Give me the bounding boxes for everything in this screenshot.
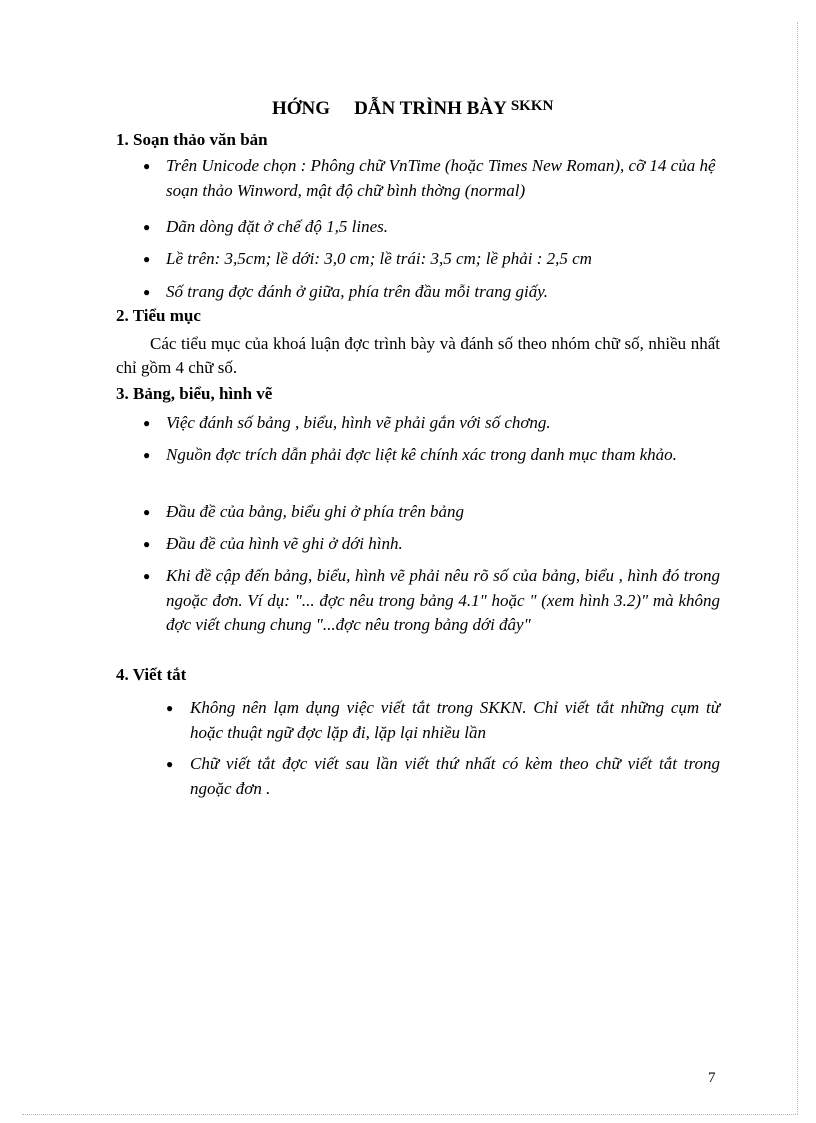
- section-2-heading: 2. Tiểu mục: [116, 306, 201, 325]
- section-1-heading: 1. Soạn thảo văn bản: [116, 130, 268, 149]
- list-item: Khi đề cập đến bảng, biểu, hình vẽ phải nêu rõ số của bảng, biểu , hình đó trong ngoặc đơn. Ví dụ: "... đợc nêu trong bảng 4.1" hoặc " (xem hình 3.2)" mà không đợc viết chung chung "...đợc nêu trong bảng dới đây": [166, 566, 720, 634]
- list-item: Việc đánh số bảng , biểu, hình vẽ phải gắn với số chơng.: [166, 413, 551, 432]
- list-item: Chữ viết tắt đợc viết sau lần viết thứ nhất có kèm theo chữ viết tắt trong ngoặc đơn .: [190, 754, 720, 798]
- title-part-1: HỚNG: [272, 98, 331, 119]
- bullet-icon: ●: [143, 569, 151, 583]
- section-4-heading: 4. Viết tắt: [116, 665, 187, 684]
- bullet-icon: ●: [143, 505, 151, 519]
- section-2-paragraph: Các tiểu mục của khoá luận đợc trình bày và đánh số theo nhóm chữ số, nhiều nhất chỉ gồm 4 chữ số.: [116, 334, 720, 377]
- bullet-icon: ●: [166, 701, 174, 715]
- bullet-icon: ●: [166, 757, 174, 771]
- bullet-icon: ●: [143, 252, 151, 266]
- document-title: [272, 98, 553, 120]
- bullet-icon: ●: [143, 537, 151, 551]
- list-item: Lề trên: 3,5cm; lề dới: 3,0 cm; lề trái: 3,5 cm; lề phải : 2,5 cm: [166, 249, 592, 268]
- list-item: Không nên lạm dụng việc viết tắt trong SKKN. Chỉ viết tắt những cụm từ hoặc thuật ngữ đợc lặp đi, lặp lại nhiều lần: [190, 698, 720, 742]
- bullet-icon: ●: [143, 159, 151, 173]
- page-border-bottom: [22, 1114, 798, 1115]
- list-item: Trên Unicode chọn : Phông chữ VnTime (hoặc Times New Roman), cỡ 14 của hệ soạn thảo Winword, mật độ chữ bình thờng (normal): [166, 156, 716, 200]
- title-superscript: SKKN: [510, 98, 554, 114]
- page-border-right: [797, 22, 798, 1114]
- title-part-2: DẪN TRÌNH BÀY: [354, 98, 507, 119]
- bullet-icon: ●: [143, 285, 151, 299]
- list-item: Nguồn đợc trích dẫn phải đợc liệt kê chính xác trong danh mục tham khảo.: [166, 445, 677, 464]
- section-3-heading: 3. Bảng, biểu, hình vẽ: [116, 384, 273, 403]
- bullet-icon: ●: [143, 220, 151, 234]
- list-item: Đầu đề của bảng, biểu ghi ở phía trên bảng: [166, 502, 465, 521]
- page-number: 7: [708, 1070, 716, 1086]
- list-item: Số trang đợc đánh ở giữa, phía trên đầu mỗi trang giấy.: [166, 282, 549, 301]
- list-item: Dãn dòng đặt ở chế độ 1,5 lines.: [166, 217, 389, 236]
- bullet-icon: ●: [143, 448, 151, 462]
- bullet-icon: ●: [143, 416, 151, 430]
- list-item: Đầu đề của hình vẽ ghi ở dới hình.: [166, 534, 403, 553]
